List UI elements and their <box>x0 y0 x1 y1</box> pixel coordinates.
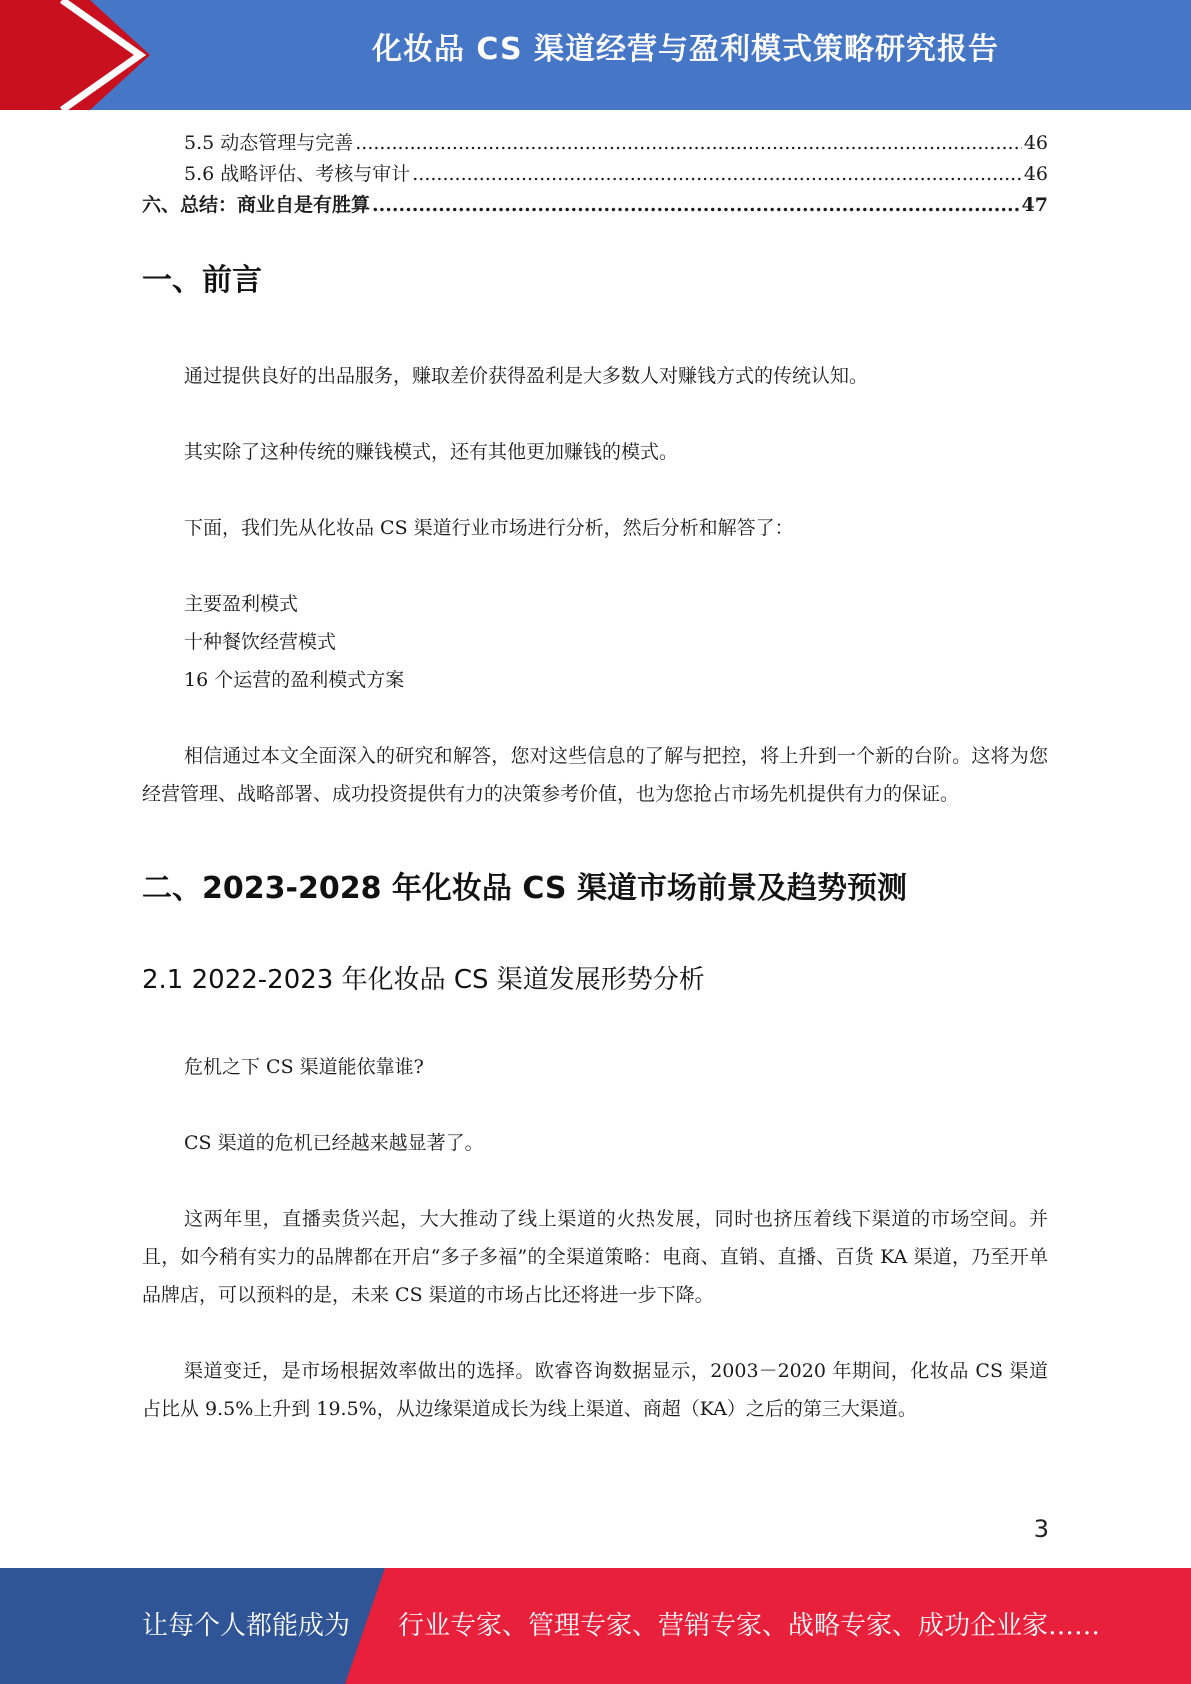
main-content <box>142 255 1048 1428</box>
toc-entry-label: 5.6 战略评估、考核与审计 <box>184 163 411 185</box>
list-item: 十种餐饮经营模式 <box>184 631 337 653</box>
toc-leader-dots <box>372 194 1020 216</box>
paragraph: 通过提供良好的出品服务，赚取差价获得盈利是大多数人对赚钱方式的传统认知。 <box>184 365 869 387</box>
paragraph: 渠道变迁，是市场根据效率做出的选择。欧睿咨询数据显示，2003－2020 年期间，化妆品 CS 渠道占比从 9.5%上升到 19.5%，从边缘渠道成长为线上渠道、商超（KA）之后的第三大渠道。 <box>142 1360 1048 1420</box>
paragraph: 危机之下 CS 渠道能依靠谁? <box>184 1056 424 1078</box>
report-title: 化妆品 CS 渠道经营与盈利模式策略研究报告 <box>371 32 1000 67</box>
table-of-contents <box>142 128 1048 221</box>
page-number: 3 <box>1033 1515 1049 1543</box>
toc-entry-page: 47 <box>1021 194 1048 216</box>
toc-leader-dots <box>355 132 1022 154</box>
paragraph: 这两年里，直播卖货兴起，大大推动了线上渠道的火热发展，同时也挤压着线下渠道的市场空间。并且，如今稍有实力的品牌都在开启“多子多福”的全渠道策略：电商、直销、直播、百货 KA 渠道，乃至开单品牌店，可以预料的是，未来 CS 渠道的市场占比还将进一步下降。 <box>142 1208 1048 1306</box>
footer-slogan-right: 行业专家、管理专家、营销专家、战略专家、成功企业家…… <box>398 1611 1101 1641</box>
section-heading-preface: 一、前言 <box>142 263 262 298</box>
toc-leader-dots <box>412 163 1022 185</box>
footer-slogan-left: 让每个人都能成为 <box>142 1611 351 1641</box>
toc-entry-5-6[interactable] <box>142 159 1048 190</box>
paragraph: 其实除了这种传统的赚钱模式，还有其他更加赚钱的模式。 <box>184 441 679 463</box>
paragraph: 相信通过本文全面深入的研究和解答，您对这些信息的了解与把控，将上升到一个新的台阶。这将为您经营管理、战略部署、成功投资提供有力的决策参考价值，也为您抢占市场先机提供有力的保证。 <box>142 745 1048 805</box>
header-chevron-decoration <box>0 0 150 110</box>
toc-entry-label: 5.5 动态管理与完善 <box>184 132 354 154</box>
footer-banner <box>0 1568 1191 1684</box>
paragraph: 下面，我们先从化妆品 CS 渠道行业市场进行分析，然后分析和解答了： <box>184 517 794 539</box>
section-heading-forecast: 二、2023-2028 年化妆品 CS 渠道市场前景及趋势预测 <box>142 871 907 906</box>
list-item: 16 个运营的盈利模式方案 <box>184 669 405 691</box>
list-item: 主要盈利模式 <box>184 593 299 615</box>
toc-entry-5-5[interactable] <box>142 128 1048 159</box>
subsection-heading: 2.1 2022-2023 年化妆品 CS 渠道发展形势分析 <box>142 965 705 995</box>
toc-entry-label: 六、总结：商业自是有胜算 <box>142 194 371 216</box>
header-banner <box>0 0 1191 110</box>
paragraph: CS 渠道的危机已经越来越显著了。 <box>184 1132 484 1154</box>
toc-entry-page: 46 <box>1023 163 1048 185</box>
toc-entry-6[interactable] <box>142 190 1048 221</box>
toc-entry-page: 46 <box>1023 132 1048 154</box>
